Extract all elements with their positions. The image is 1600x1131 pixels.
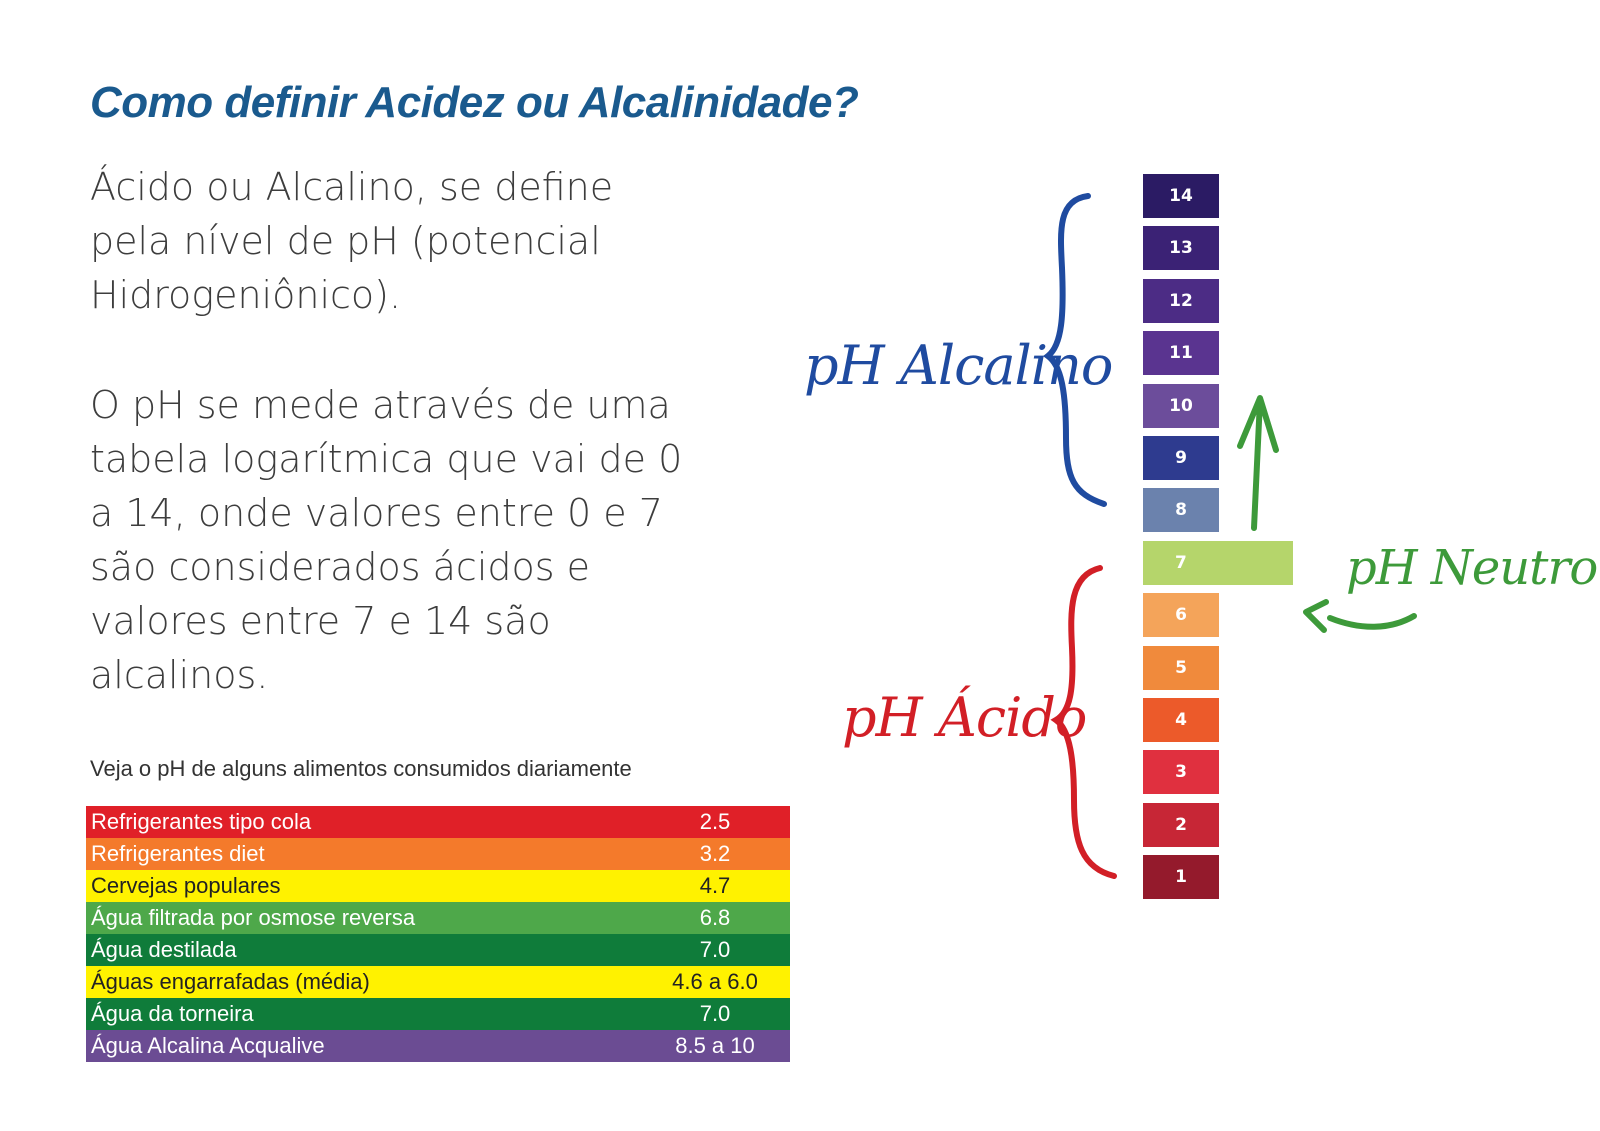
intro-line: pela nível de pH (potencial [90, 219, 601, 263]
page-title: Como definir Acidez ou Alcalinidade? [90, 78, 859, 127]
explanation-line: a 14, onde valores entre 0 e 7 [90, 491, 663, 535]
food-name: Água Alcalina Acqualive [91, 1033, 325, 1058]
ph-scale-cell-4: 4 [1143, 698, 1219, 742]
food-ph-value: 7.0 [699, 1001, 731, 1026]
food-ph-value: 7.0 [699, 937, 731, 962]
food-ph-value: 4.6 a 6.0 [672, 969, 758, 994]
food-ph-value: 3.2 [699, 841, 731, 866]
ph-scale-cell-6: 6 [1143, 593, 1219, 637]
ph-scale-cell-14: 14 [1143, 174, 1219, 218]
ph-scale-cell-13: 13 [1143, 226, 1219, 270]
up-arrow-icon [1240, 398, 1276, 528]
food-name: Água destilada [91, 937, 237, 962]
neutral-label: pH Neutro [1346, 540, 1598, 596]
food-ph-value: 2.5 [699, 809, 731, 834]
ph-scale-cell-8: 8 [1143, 488, 1219, 532]
food-ph-value: 4.7 [699, 873, 731, 898]
explanation-line: O pH se mede através de uma [90, 383, 671, 427]
ph-scale-cell-1: 1 [1143, 855, 1219, 899]
ph-scale-cell-11: 11 [1143, 331, 1219, 375]
ph-scale-cell-10: 10 [1143, 384, 1219, 428]
explanation-line: tabela logarítmica que vai de 0 [90, 437, 683, 481]
intro-line: Hidrogeniônico). [90, 273, 402, 317]
intro-line: Ácido ou Alcalino, se define [90, 165, 614, 209]
ph-scale-cell-3: 3 [1143, 750, 1219, 794]
ph-scale-cell-12: 12 [1143, 279, 1219, 323]
explanation-line: alcalinos. [90, 653, 269, 697]
explanation-line: valores entre 7 e 14 são [90, 599, 551, 643]
alkaline-label: pH Alcalino [804, 334, 1113, 397]
acid-label: pH Ácido [842, 686, 1087, 749]
curved-arrow-icon [1306, 602, 1414, 630]
food-name: Refrigerantes diet [91, 841, 265, 866]
food-name: Cervejas populares [91, 873, 281, 898]
food-name: Refrigerantes tipo cola [91, 809, 312, 834]
table-caption: Veja o pH de alguns alimentos consumidos diariamente [90, 756, 632, 781]
ph-scale-cell-2: 2 [1143, 803, 1219, 847]
food-name: Água filtrada por osmose reversa [91, 905, 416, 930]
food-name: Água da torneira [91, 1001, 254, 1026]
ph-scale-cell-9: 9 [1143, 436, 1219, 480]
food-ph-value: 6.8 [699, 905, 731, 930]
food-name: Águas engarrafadas (média) [91, 969, 370, 994]
ph-scale-cell-5: 5 [1143, 646, 1219, 690]
food-ph-value: 8.5 a 10 [675, 1033, 755, 1058]
explanation-line: são considerados ácidos e [90, 545, 591, 589]
ph-scale-cell-7: 7 [1143, 541, 1293, 585]
